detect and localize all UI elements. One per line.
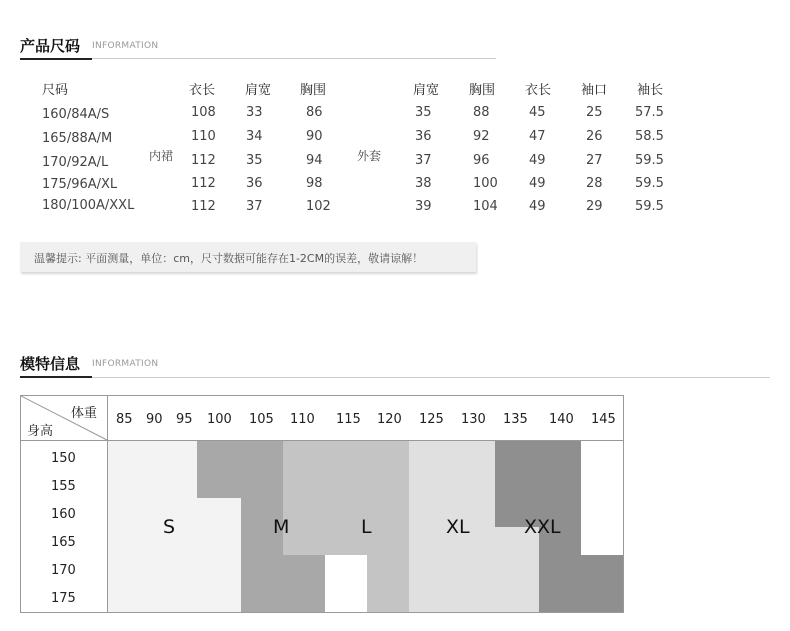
row-outer-chest: 104 — [473, 199, 498, 214]
row-outer-sleeve: 59.5 — [635, 153, 664, 168]
row-inner-shoulder: 36 — [246, 176, 263, 191]
row-outer-cuff: 28 — [586, 176, 603, 191]
row-outer-length: 49 — [529, 199, 546, 214]
inner-header-length: 衣长 — [189, 83, 216, 98]
row-outer-cuff: 26 — [586, 129, 603, 144]
row-inner-shoulder: 34 — [246, 129, 263, 144]
weight-tick: 100 — [207, 412, 232, 427]
weight-tick: 140 — [549, 412, 574, 427]
outer-header-cuff: 袖口 — [581, 83, 608, 98]
size-section-divider — [92, 58, 496, 59]
row-inner-chest: 86 — [306, 105, 323, 120]
row-inner-shoulder: 35 — [246, 153, 263, 168]
weight-tick: 125 — [419, 412, 444, 427]
row-outer-sleeve: 57.5 — [635, 105, 664, 120]
zone-label-m: M — [273, 516, 290, 538]
row-inner-shoulder: 37 — [246, 199, 263, 214]
weight-tick: 145 — [591, 412, 616, 427]
weight-tick: 105 — [249, 412, 274, 427]
row-outer-length: 49 — [529, 176, 546, 191]
corner-height-label: 身高 — [27, 424, 54, 439]
inner-header-chest: 胸围 — [300, 83, 327, 98]
corner-weight-label: 体重 — [71, 406, 98, 421]
height-tick: 175 — [51, 591, 76, 606]
size-section-underline — [20, 58, 92, 60]
row-size: 160/84A/S — [42, 107, 110, 122]
row-size: 180/100A/XXL — [42, 198, 135, 213]
model-section-underline — [20, 376, 92, 378]
row-outer-cuff: 27 — [586, 153, 603, 168]
row-outer-shoulder: 35 — [415, 105, 432, 120]
row-outer-chest: 96 — [473, 153, 490, 168]
row-inner-length: 112 — [191, 153, 216, 168]
weight-tick: 130 — [461, 412, 486, 427]
inner-group-label: 内裙 — [149, 149, 174, 163]
height-tick: 155 — [51, 479, 76, 494]
measurement-note-text: 温馨提示: 平面测量，单位：cm，尺寸数据可能存在1-2CM的误差，敬请谅解！ — [34, 252, 424, 265]
row-outer-length: 49 — [529, 153, 546, 168]
zone-label-xl: XL — [446, 516, 470, 538]
height-tick: 165 — [51, 535, 76, 550]
outer-group-label: 外套 — [357, 149, 382, 163]
height-tick: 150 — [51, 451, 76, 466]
row-outer-sleeve: 59.5 — [635, 176, 664, 191]
weight-tick: 110 — [290, 412, 315, 427]
row-outer-chest: 92 — [473, 129, 490, 144]
row-size: 175/96A/XL — [42, 177, 118, 192]
weight-tick: 120 — [377, 412, 402, 427]
zone-label-xxl: XXL — [524, 516, 561, 538]
height-tick: 170 — [51, 563, 76, 578]
model-section-title: 模特信息 — [20, 355, 81, 373]
row-inner-shoulder: 33 — [246, 105, 263, 120]
size-section-subtitle: INFORMATION — [92, 41, 159, 51]
row-outer-sleeve: 59.5 — [635, 199, 664, 214]
row-outer-cuff: 29 — [586, 199, 603, 214]
model-size-chart — [20, 395, 624, 613]
measurement-note — [20, 242, 476, 272]
row-size: 165/88A/M — [42, 131, 113, 146]
model-section-subtitle: INFORMATION — [92, 359, 159, 369]
outer-header-shoulder: 肩宽 — [413, 83, 440, 98]
row-outer-sleeve: 58.5 — [635, 129, 664, 144]
model-section-divider — [92, 377, 770, 378]
weight-tick: 90 — [146, 412, 163, 427]
row-outer-length: 45 — [529, 105, 546, 120]
row-outer-chest: 88 — [473, 105, 490, 120]
row-outer-shoulder: 39 — [415, 199, 432, 214]
weight-tick: 115 — [336, 412, 361, 427]
inner-header-shoulder: 肩宽 — [245, 83, 272, 98]
zone-label-l: L — [361, 516, 372, 538]
row-inner-chest: 94 — [306, 153, 323, 168]
row-inner-chest: 102 — [306, 199, 331, 214]
weight-tick: 95 — [176, 412, 193, 427]
row-outer-length: 47 — [529, 129, 546, 144]
weight-tick: 85 — [116, 412, 133, 427]
zone-label-s: S — [163, 516, 176, 538]
outer-header-chest: 胸围 — [469, 83, 496, 98]
chart-header-divider — [21, 440, 623, 441]
row-outer-chest: 100 — [473, 176, 498, 191]
size-column-header: 尺码 — [42, 83, 69, 98]
height-tick: 160 — [51, 507, 76, 522]
row-inner-length: 110 — [191, 129, 216, 144]
row-size: 170/92A/L — [42, 155, 109, 170]
row-inner-chest: 90 — [306, 129, 323, 144]
row-outer-shoulder: 36 — [415, 129, 432, 144]
row-outer-shoulder: 38 — [415, 176, 432, 191]
outer-header-length: 衣长 — [525, 83, 552, 98]
row-outer-cuff: 25 — [586, 105, 603, 120]
row-inner-length: 112 — [191, 176, 216, 191]
row-outer-shoulder: 37 — [415, 153, 432, 168]
weight-tick: 135 — [503, 412, 528, 427]
row-inner-length: 108 — [191, 105, 216, 120]
size-section-title: 产品尺码 — [20, 37, 81, 55]
outer-header-sleeve: 袖长 — [637, 83, 664, 98]
row-inner-length: 112 — [191, 199, 216, 214]
row-inner-chest: 98 — [306, 176, 323, 191]
